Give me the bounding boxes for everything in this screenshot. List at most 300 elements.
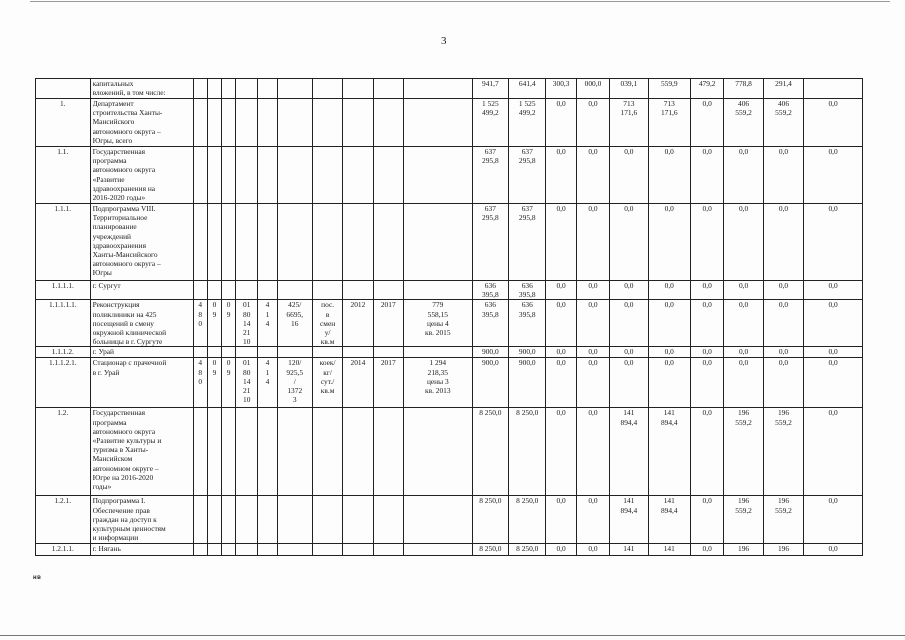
value-cell: 0,0 xyxy=(763,358,803,408)
row-name-cell xyxy=(90,496,193,544)
row-name-cell xyxy=(90,99,193,147)
row-name-line: Подпрограмма I. xyxy=(92,496,146,506)
row-name-line: Югры, всего xyxy=(92,135,133,145)
value-cell: 0,0 xyxy=(804,358,863,408)
value-cell xyxy=(804,79,863,99)
value-cell: 0,0 xyxy=(804,204,863,281)
attribute-cell-c8 xyxy=(312,408,342,496)
attribute-cell-c5 xyxy=(236,496,258,544)
value-cell: 039,1 xyxy=(610,79,648,99)
attribute-cell-c2 xyxy=(193,79,207,99)
value-cell: 141 894,4 xyxy=(648,496,690,544)
attribute-cell-c5 xyxy=(236,281,258,300)
value-cell: 0,0 xyxy=(576,408,609,496)
attribute-cell-c5 xyxy=(236,204,258,281)
value-cell: 479,2 xyxy=(691,79,724,99)
attribute-cell-c6 xyxy=(258,204,277,281)
attribute-cell-c8 xyxy=(312,204,342,281)
attribute-cell-c3 xyxy=(207,408,221,496)
value-cell: 0,0 xyxy=(724,358,763,408)
value-cell: 0,0 xyxy=(576,358,609,408)
row-name-line: строительства Ханты- xyxy=(92,108,163,118)
value-cell: 0,0 xyxy=(546,496,576,544)
row-name-cell xyxy=(90,281,193,300)
value-cell: 8 250,0 xyxy=(472,408,508,496)
value-cell: 0,0 xyxy=(648,281,690,300)
row-name-line: Югры xyxy=(92,268,112,278)
value-cell: 0,0 xyxy=(804,347,863,358)
budget-table xyxy=(35,78,863,556)
table-row xyxy=(36,300,863,347)
value-cell: 0,0 xyxy=(576,347,609,358)
value-cell: 196 559,2 xyxy=(763,408,803,496)
table-row xyxy=(36,496,863,544)
attribute-cell-c4 xyxy=(221,281,235,300)
value-cell: 0,0 xyxy=(576,300,609,347)
value-cell: 0,0 xyxy=(691,358,724,408)
value-cell: 0,0 xyxy=(546,204,576,281)
attribute-cell-c3 xyxy=(207,347,221,358)
value-cell: 0,0 xyxy=(763,281,803,300)
value-cell: 713 171,6 xyxy=(648,99,690,147)
value-cell: 636 395,8 xyxy=(509,281,546,300)
table-row xyxy=(36,544,863,556)
value-cell: 0,0 xyxy=(691,408,724,496)
value-cell: 900,0 xyxy=(509,358,546,408)
row-name-line: учреждений xyxy=(92,231,131,241)
attribute-cell-c9 xyxy=(343,281,373,300)
row-name-line: «Развитие xyxy=(92,174,125,184)
attribute-cell-c5 xyxy=(236,147,258,204)
attribute-cell-c4 xyxy=(221,496,235,544)
row-number-cell: 1.2. xyxy=(36,408,91,496)
attribute-cell-c5: 01 80 14 21 10 xyxy=(236,358,258,408)
attribute-cell-c4: 0 9 xyxy=(221,358,235,408)
value-cell: 713 171,6 xyxy=(610,99,648,147)
value-cell: 637 295,8 xyxy=(509,147,546,204)
value-cell: 0,0 xyxy=(804,99,863,147)
attribute-cell-c7 xyxy=(277,347,312,358)
value-cell: 0,0 xyxy=(546,300,576,347)
row-name-line: здравоохранения xyxy=(92,240,146,250)
attribute-cell-c7 xyxy=(277,99,312,147)
value-cell: 0,0 xyxy=(576,204,609,281)
attribute-cell-c3: 0 9 xyxy=(207,358,221,408)
attribute-cell-c3: 0 9 xyxy=(207,300,221,347)
value-cell: 0,0 xyxy=(724,300,763,347)
value-cell: 778,8 xyxy=(724,79,763,99)
table-row xyxy=(36,79,863,99)
value-cell: 141 894,4 xyxy=(648,408,690,496)
attribute-cell-c11: 779 558,15 цены 4 кв. 2015 xyxy=(403,300,472,347)
attribute-cell-c2 xyxy=(193,204,207,281)
attribute-cell-c6: 4 1 4 xyxy=(258,300,277,347)
attribute-cell-c5 xyxy=(236,544,258,556)
attribute-cell-c4 xyxy=(221,147,235,204)
table-row xyxy=(36,99,863,147)
attribute-cell-c4 xyxy=(221,99,235,147)
row-number-cell: 1. xyxy=(36,99,91,147)
value-cell: 0,0 xyxy=(610,147,648,204)
attribute-cell-c9 xyxy=(343,204,373,281)
value-cell: 8 250,0 xyxy=(509,544,546,556)
value-cell: 8 250,0 xyxy=(472,544,508,556)
attribute-cell-c6: 4 1 4 xyxy=(258,358,277,408)
value-cell: 637 295,8 xyxy=(472,204,508,281)
attribute-cell-c3 xyxy=(207,147,221,204)
row-name-cell xyxy=(90,358,193,408)
value-cell: 141 894,4 xyxy=(610,496,648,544)
row-name-line: граждан на доступ к xyxy=(92,514,157,524)
row-name-line: и информации xyxy=(92,533,139,543)
value-cell: 196 xyxy=(724,544,763,556)
attribute-cell-c5 xyxy=(236,347,258,358)
row-name-line: культурным ценностям xyxy=(92,524,166,534)
attribute-cell-c11 xyxy=(403,147,472,204)
value-cell: 636 395,8 xyxy=(472,281,508,300)
row-name-line: туризма в Ханты- xyxy=(92,445,149,455)
value-cell: 406 559,2 xyxy=(724,99,763,147)
value-cell: 900,0 xyxy=(472,347,508,358)
attribute-cell-c9 xyxy=(343,79,373,99)
value-cell: 141 xyxy=(610,544,648,556)
attribute-cell-c11 xyxy=(403,496,472,544)
value-cell: 0,0 xyxy=(648,358,690,408)
row-name-cell xyxy=(90,347,193,358)
attribute-cell-c7 xyxy=(277,79,312,99)
attribute-cell-c11 xyxy=(403,79,472,99)
value-cell: 941,7 xyxy=(472,79,508,99)
table-row xyxy=(36,147,863,204)
attribute-cell-c2: 4 8 0 xyxy=(193,300,207,347)
attribute-cell-c8 xyxy=(312,147,342,204)
table-row xyxy=(36,281,863,300)
attribute-cell-c4 xyxy=(221,544,235,556)
row-name-line: автономного округа xyxy=(92,165,156,175)
table-row xyxy=(36,408,863,496)
attribute-cell-c9 xyxy=(343,408,373,496)
row-name-line: Мансийского xyxy=(92,117,135,127)
attribute-cell-c11 xyxy=(403,204,472,281)
attribute-cell-c2 xyxy=(193,544,207,556)
attribute-cell-c3 xyxy=(207,99,221,147)
attribute-cell-c2 xyxy=(193,147,207,204)
value-cell: 8 250,0 xyxy=(509,408,546,496)
value-cell: 0,0 xyxy=(648,147,690,204)
attribute-cell-c8 xyxy=(312,544,342,556)
attribute-cell-c8 xyxy=(312,79,342,99)
value-cell: 0,0 xyxy=(691,544,724,556)
table-row xyxy=(36,358,863,408)
attribute-cell-c2 xyxy=(193,281,207,300)
attribute-cell-c6 xyxy=(258,281,277,300)
value-cell: 300,3 xyxy=(546,79,576,99)
value-cell: 641,4 xyxy=(509,79,546,99)
value-cell: 636 395,8 xyxy=(509,300,546,347)
attribute-cell-c2 xyxy=(193,99,207,147)
attribute-cell-c8 xyxy=(312,496,342,544)
row-name-line: программа xyxy=(92,156,127,166)
value-cell: 0,0 xyxy=(576,147,609,204)
value-cell: 0,0 xyxy=(576,544,609,556)
attribute-cell-c3 xyxy=(207,496,221,544)
value-cell: 0,0 xyxy=(546,408,576,496)
value-cell: 0,0 xyxy=(804,408,863,496)
value-cell: 637 295,8 xyxy=(509,204,546,281)
attribute-cell-c10 xyxy=(373,79,403,99)
row-name-line: автономном округе – xyxy=(92,463,159,473)
value-cell: 196 559,2 xyxy=(763,496,803,544)
attribute-cell-c10 xyxy=(373,408,403,496)
value-cell: 0,0 xyxy=(724,204,763,281)
value-cell: 1 525 499,2 xyxy=(509,99,546,147)
table-row xyxy=(36,204,863,281)
value-cell: 0,0 xyxy=(763,300,803,347)
value-cell: 0,0 xyxy=(546,281,576,300)
value-cell: 0,0 xyxy=(576,281,609,300)
attribute-cell-c10 xyxy=(373,147,403,204)
row-name-line: Государственная xyxy=(92,408,146,418)
attribute-cell-c10 xyxy=(373,496,403,544)
attribute-cell-c11 xyxy=(403,99,472,147)
value-cell: 0,0 xyxy=(546,99,576,147)
value-cell: 559,9 xyxy=(648,79,690,99)
value-cell: 0,0 xyxy=(691,147,724,204)
value-cell: 0,0 xyxy=(576,99,609,147)
row-name-line: г. Сургут xyxy=(92,281,121,290)
value-cell: 900,0 xyxy=(472,358,508,408)
row-name-line: окружной клинической xyxy=(92,328,167,338)
attribute-cell-c3 xyxy=(207,204,221,281)
row-name-line: г. Урай xyxy=(92,347,114,357)
row-number-cell: 1.2.1.1. xyxy=(36,544,91,556)
attribute-cell-c10: 2017 xyxy=(373,358,403,408)
value-cell: 196 559,2 xyxy=(724,408,763,496)
value-cell: 0,0 xyxy=(691,281,724,300)
attribute-cell-c8 xyxy=(312,347,342,358)
row-name-line: здравоохранения на xyxy=(92,183,156,193)
table-body xyxy=(36,79,863,556)
value-cell: 291,4 xyxy=(763,79,803,99)
attribute-cell-c5 xyxy=(236,99,258,147)
attribute-cell-c9 xyxy=(343,544,373,556)
value-cell: 141 xyxy=(648,544,690,556)
attribute-cell-c7 xyxy=(277,496,312,544)
attribute-cell-c2 xyxy=(193,347,207,358)
value-cell: 0,0 xyxy=(724,347,763,358)
attribute-cell-c10 xyxy=(373,347,403,358)
attribute-cell-c7 xyxy=(277,408,312,496)
row-name-line: Мансийском xyxy=(92,454,133,464)
value-cell: 0,0 xyxy=(610,204,648,281)
row-number-cell: 1.2.1. xyxy=(36,496,91,544)
value-cell: 0,0 xyxy=(610,358,648,408)
attribute-cell-c4 xyxy=(221,204,235,281)
attribute-cell-c6 xyxy=(258,79,277,99)
attribute-cell-c8: коек/ кг/ сут./ кв.м xyxy=(312,358,342,408)
page-number: 3 xyxy=(441,35,447,47)
scan-edge-bottom xyxy=(0,635,905,636)
row-name-line: автономного округа – xyxy=(92,259,161,269)
attribute-cell-c11 xyxy=(403,544,472,556)
attribute-cell-c10 xyxy=(373,544,403,556)
scan-edge-top xyxy=(30,1,890,2)
attribute-cell-c2 xyxy=(193,408,207,496)
value-cell: 0,0 xyxy=(648,347,690,358)
attribute-cell-c2: 4 8 0 xyxy=(193,358,207,408)
value-cell: 0,0 xyxy=(691,204,724,281)
row-name-cell xyxy=(90,408,193,496)
attribute-cell-c4 xyxy=(221,347,235,358)
attribute-cell-c9: 2014 xyxy=(343,358,373,408)
value-cell: 0,0 xyxy=(648,300,690,347)
value-cell: 0,0 xyxy=(763,204,803,281)
value-cell: 0,0 xyxy=(804,300,863,347)
value-cell: 406 559,2 xyxy=(763,99,803,147)
attribute-cell-c3 xyxy=(207,79,221,99)
value-cell: 0,0 xyxy=(804,147,863,204)
value-cell: 000,0 xyxy=(576,79,609,99)
row-name-line: «Развитие культуры и xyxy=(92,436,162,446)
attribute-cell-c6 xyxy=(258,496,277,544)
attribute-cell-c9 xyxy=(343,347,373,358)
attribute-cell-c5 xyxy=(236,79,258,99)
row-name-line: автономного округа – xyxy=(92,126,161,136)
row-name-line: Территориальное xyxy=(92,213,148,223)
attribute-cell-c11 xyxy=(403,281,472,300)
row-name-cell xyxy=(90,204,193,281)
attribute-cell-c7 xyxy=(277,544,312,556)
value-cell: 0,0 xyxy=(804,281,863,300)
attribute-cell-c4 xyxy=(221,79,235,99)
row-number-cell: 1.1.1.1.1. xyxy=(36,300,91,347)
row-name-line: Реконструкция xyxy=(92,300,140,310)
attribute-cell-c7: 425/ 6695, 16 xyxy=(277,300,312,347)
attribute-cell-c5 xyxy=(236,408,258,496)
value-cell: 0,0 xyxy=(576,496,609,544)
row-name-line: Ханты-Мансийского xyxy=(92,250,158,260)
attribute-cell-c8 xyxy=(312,281,342,300)
row-name-cell xyxy=(90,79,193,99)
attribute-cell-c8 xyxy=(312,99,342,147)
attribute-cell-c8: пос. в смен у/ кв.м xyxy=(312,300,342,347)
attribute-cell-c9 xyxy=(343,496,373,544)
row-name-line: Подпрограмма VIII. xyxy=(92,204,156,213)
attribute-cell-c6 xyxy=(258,99,277,147)
value-cell: 196 xyxy=(763,544,803,556)
value-cell: 637 295,8 xyxy=(472,147,508,204)
row-name-line: 2016-2020 годы» xyxy=(92,193,146,203)
row-number-cell: 1.1.1.1. xyxy=(36,281,91,300)
value-cell: 0,0 xyxy=(546,347,576,358)
row-number-cell: 1.1.1.2.1. xyxy=(36,358,91,408)
row-name-line: Государственная xyxy=(92,147,146,156)
value-cell: 0,0 xyxy=(648,204,690,281)
value-cell: 0,0 xyxy=(724,147,763,204)
attribute-cell-c11: 1 294 218,35 цены 3 кв. 2013 xyxy=(403,358,472,408)
attribute-cell-c11 xyxy=(403,408,472,496)
row-name-line: Обеспечение прав xyxy=(92,505,150,515)
value-cell: 0,0 xyxy=(691,99,724,147)
value-cell: 0,0 xyxy=(724,281,763,300)
attribute-cell-c7 xyxy=(277,281,312,300)
row-name-line: Стационар с прачечной xyxy=(92,358,167,368)
attribute-cell-c3 xyxy=(207,281,221,300)
value-cell: 0,0 xyxy=(546,544,576,556)
footer-initials: нв xyxy=(33,575,42,581)
row-name-line: программа xyxy=(92,417,127,427)
attribute-cell-c7 xyxy=(277,204,312,281)
attribute-cell-c10 xyxy=(373,281,403,300)
attribute-cell-c9: 2012 xyxy=(343,300,373,347)
attribute-cell-c4: 0 9 xyxy=(221,300,235,347)
row-name-line: планирование xyxy=(92,222,137,232)
attribute-cell-c6 xyxy=(258,147,277,204)
value-cell: 196 559,2 xyxy=(724,496,763,544)
value-cell: 0,0 xyxy=(691,300,724,347)
row-number-cell xyxy=(36,79,91,99)
attribute-cell-c10 xyxy=(373,204,403,281)
row-name-line: Югре на 2016-2020 xyxy=(92,472,154,482)
attribute-cell-c2 xyxy=(193,496,207,544)
value-cell: 900,0 xyxy=(509,347,546,358)
attribute-cell-c10 xyxy=(373,99,403,147)
row-name-line: посещений в смену xyxy=(92,318,154,328)
attribute-cell-c11 xyxy=(403,347,472,358)
value-cell: 141 894,4 xyxy=(610,408,648,496)
attribute-cell-c10: 2017 xyxy=(373,300,403,347)
value-cell: 0,0 xyxy=(610,281,648,300)
value-cell: 0,0 xyxy=(763,147,803,204)
attribute-cell-c9 xyxy=(343,99,373,147)
row-name-line: капитальных xyxy=(92,79,134,88)
value-cell: 0,0 xyxy=(546,147,576,204)
row-number-cell: 1.1.1. xyxy=(36,204,91,281)
value-cell: 0,0 xyxy=(610,300,648,347)
value-cell: 0,0 xyxy=(691,496,724,544)
attribute-cell-c5: 01 80 14 21 10 xyxy=(236,300,258,347)
value-cell: 8 250,0 xyxy=(472,496,508,544)
attribute-cell-c7 xyxy=(277,147,312,204)
row-name-cell xyxy=(90,300,193,347)
row-name-line: поликлиники на 425 xyxy=(92,309,157,319)
attribute-cell-c3 xyxy=(207,544,221,556)
attribute-cell-c9 xyxy=(343,147,373,204)
value-cell: 0,0 xyxy=(546,358,576,408)
value-cell: 0,0 xyxy=(804,496,863,544)
row-name-line: вложений, в том числе: xyxy=(92,88,166,98)
attribute-cell-c6 xyxy=(258,544,277,556)
attribute-cell-c4 xyxy=(221,408,235,496)
table-row xyxy=(36,347,863,358)
value-cell: 0,0 xyxy=(610,347,648,358)
row-name-line: годы» xyxy=(92,482,112,492)
row-name-cell xyxy=(90,544,193,556)
attribute-cell-c6 xyxy=(258,347,277,358)
attribute-cell-c6 xyxy=(258,408,277,496)
value-cell: 636 395,8 xyxy=(472,300,508,347)
row-name-line: автономного округа xyxy=(92,426,156,436)
row-number-cell: 1.1.1.2. xyxy=(36,347,91,358)
value-cell: 1 525 499,2 xyxy=(472,99,508,147)
row-name-line: г. Нягань xyxy=(92,544,121,554)
row-name-line: Департамент xyxy=(92,99,134,108)
row-name-line: больницы в г. Сургуте xyxy=(92,337,163,347)
row-number-cell: 1.1. xyxy=(36,147,91,204)
row-name-line: в г. Урай xyxy=(92,367,120,377)
attribute-cell-c7: 120/ 925,5 / 1372 3 xyxy=(277,358,312,408)
value-cell: 0,0 xyxy=(691,347,724,358)
